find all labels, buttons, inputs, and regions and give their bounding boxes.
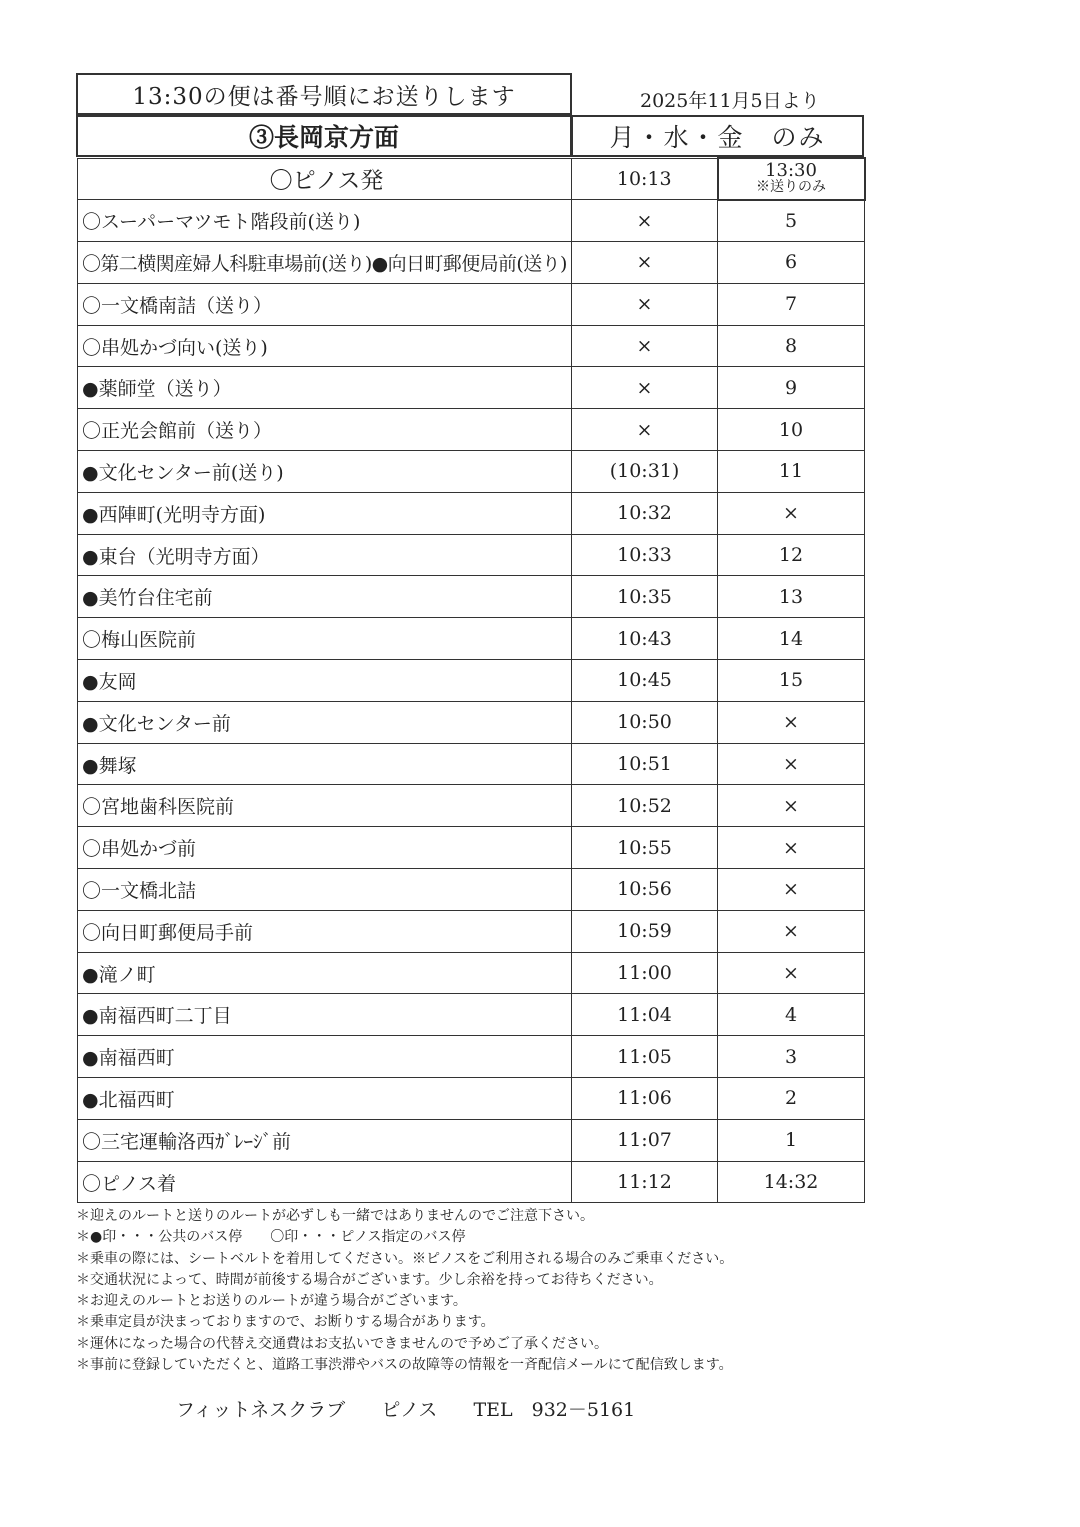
stop-name: ●西陣町(光明寺方面): [78, 492, 572, 534]
footer-name: ピノス: [381, 1399, 438, 1421]
stop-row: [78, 785, 865, 827]
stop-time-2: 4: [718, 994, 865, 1036]
stop-time-1: 10:32: [572, 492, 718, 534]
stop-row: [78, 994, 865, 1036]
stop-name: 〇梅山医院前: [78, 618, 572, 660]
stop-time-2: ×: [718, 785, 865, 827]
stop-row: [78, 952, 865, 994]
note-line: ＊迎えのルートと送りのルートが必ずしも一緒ではありませんのでご注意下さい。: [76, 1208, 594, 1224]
stop-row: [78, 660, 865, 702]
note-line: ＊お迎えのルートとお送りのルートが違う場合がございます。: [76, 1293, 467, 1310]
stop-time-1: 10:33: [572, 534, 718, 576]
schedule-table: [77, 157, 866, 1203]
stop-name: 〇ピノス着: [78, 1161, 572, 1203]
stop-time-1: ×: [572, 325, 718, 367]
departure-row: [78, 158, 865, 200]
stop-time-2: 10: [718, 409, 865, 451]
stop-time-2: 9: [718, 367, 865, 409]
stop-time-1: 10:59: [572, 910, 718, 952]
stop-time-2: 13: [718, 576, 865, 618]
stop-time-1: 10:35: [572, 576, 718, 618]
stop-name: ●滝ノ町: [78, 952, 572, 994]
stop-name: ●文化センター前(送り): [78, 451, 572, 493]
stop-row: [78, 618, 865, 660]
stop-name: ●東台（光明寺方面）: [78, 534, 572, 576]
stop-time-2: ×: [718, 827, 865, 869]
stop-time-1: 11:04: [572, 994, 718, 1036]
stop-row: [78, 1119, 865, 1161]
stop-time-1: 11:07: [572, 1119, 718, 1161]
note-line: ＊乗車の際には、シートベルトを着用してください。※ピノスをご利用される場合のみご乗車ください。: [76, 1250, 734, 1267]
stop-name: ●南福西町二丁目: [78, 994, 572, 1036]
departure-time-2: 13:30: [765, 160, 817, 182]
stop-time-2: ×: [718, 869, 865, 911]
stop-row: [78, 827, 865, 869]
stop-time-1: ×: [572, 283, 718, 325]
stop-name: 〇宮地歯科医院前: [78, 785, 572, 827]
note-line: ＊●印・・・公共のバス停 〇印・・・ピノス指定のバス停: [76, 1229, 466, 1246]
note-line: ＊乗車定員が決まっておりますので、お断りする場合があります。: [76, 1314, 495, 1331]
stop-name: ●北福西町: [78, 1078, 572, 1120]
stop-row: [78, 534, 865, 576]
stop-row: [78, 200, 865, 242]
stop-time-1: 10:51: [572, 743, 718, 785]
footer-tel: TEL 932－5161: [473, 1399, 636, 1421]
stop-row: [78, 743, 865, 785]
stop-time-1: 11:00: [572, 952, 718, 994]
stop-time-1: 10:55: [572, 827, 718, 869]
stop-row: [78, 409, 865, 451]
stop-name: 〇串処かづ前: [78, 827, 572, 869]
stop-row: [78, 1036, 865, 1078]
stop-name: ●薬師堂（送り）: [78, 367, 572, 409]
stop-name: 〇一文橋北詰: [78, 869, 572, 911]
operating-days: 月・水・金 のみ: [571, 115, 864, 157]
stop-row: [78, 492, 865, 534]
stop-time-1: 10:52: [572, 785, 718, 827]
stop-time-2: 2: [718, 1078, 865, 1120]
start-date: 2025年11月5日より: [640, 90, 820, 112]
stop-name: 〇一文橋南詰（送り）: [78, 283, 572, 325]
footer: [176, 1395, 665, 1422]
stop-row: [78, 869, 865, 911]
stop-time-2: 1: [718, 1119, 865, 1161]
stop-name: ●舞塚: [78, 743, 572, 785]
departure-time-1: 10:13: [572, 158, 718, 200]
stop-name: ●南福西町: [78, 1036, 572, 1078]
note-line: ＊運休になった場合の代替え交通費はお支払いできませんので予めご了承ください。: [76, 1335, 608, 1352]
stop-name: 〇スーパーマツモト階段前(送り): [78, 200, 572, 242]
stop-row: [78, 283, 865, 325]
stop-row: [78, 910, 865, 952]
stop-time-2: 8: [718, 325, 865, 367]
stop-time-1: 11:12: [572, 1161, 718, 1203]
stop-time-2: 5: [718, 200, 865, 242]
stop-time-1: 10:56: [572, 869, 718, 911]
stop-time-2: 15: [718, 660, 865, 702]
stop-name: ●文化センター前: [78, 701, 572, 743]
stop-time-1: ×: [572, 367, 718, 409]
stop-time-2: 7: [718, 283, 865, 325]
stop-name: ●美竹台住宅前: [78, 576, 572, 618]
stop-name: ●友岡: [78, 660, 572, 702]
stop-name: 〇三宅運輸洛西ｶﾞﾚｰｼﾞ前: [78, 1119, 572, 1161]
stop-time-1: 10:45: [572, 660, 718, 702]
stop-time-2: ×: [718, 743, 865, 785]
stop-time-2: 14: [718, 618, 865, 660]
stop-time-2: 6: [718, 242, 865, 284]
note-line: ＊事前に登録していただくと、道路工事渋滞やバスの故障等の情報を一斉配信メールにて配信致します。: [76, 1357, 733, 1374]
stop-time-2: 14:32: [718, 1161, 865, 1203]
stop-row: [78, 576, 865, 618]
stop-name: 〇向日町郵便局手前: [78, 910, 572, 952]
stop-time-1: (10:31): [572, 451, 718, 493]
notes-section: [76, 1206, 733, 1376]
stop-row: [78, 701, 865, 743]
stop-time-1: ×: [572, 200, 718, 242]
stop-name: 〇第二横関産婦人科駐車場前(送り)●向日町郵便局前(送り): [78, 242, 572, 284]
route-title: ③長岡京方面: [76, 115, 572, 157]
stop-row: [78, 1161, 865, 1203]
stop-row: [78, 1078, 865, 1120]
stop-time-2: ×: [718, 952, 865, 994]
stop-time-1: 11:05: [572, 1036, 718, 1078]
stop-time-2: 11: [718, 451, 865, 493]
schedule-notice: 13:30の便は番号順にお送りします: [76, 73, 572, 115]
stop-time-1: 11:06: [572, 1078, 718, 1120]
departure-time-2-cell: [718, 158, 865, 200]
stop-time-1: 10:50: [572, 701, 718, 743]
stop-time-2: 12: [718, 534, 865, 576]
footer-club: フィットネスクラブ: [176, 1399, 346, 1421]
stop-row: [78, 325, 865, 367]
note-line: ＊交通状況によって、時間が前後する場合がございます。少し余裕を持ってお待ちください。: [76, 1271, 663, 1288]
stop-time-2: ×: [718, 492, 865, 534]
stop-time-2: ×: [718, 910, 865, 952]
stop-time-2: ×: [718, 701, 865, 743]
stop-row: [78, 242, 865, 284]
stop-name: 〇串処かづ向い(送り): [78, 325, 572, 367]
departure-time-2-note: ※送りのみ: [756, 179, 826, 196]
stop-time-1: ×: [572, 409, 718, 451]
stop-time-2: 3: [718, 1036, 865, 1078]
departure-label: 〇ピノス発: [78, 158, 572, 200]
stop-row: [78, 451, 865, 493]
stop-row: [78, 367, 865, 409]
stop-time-1: ×: [572, 242, 718, 284]
stop-name: 〇正光会館前（送り）: [78, 409, 572, 451]
stop-time-1: 10:43: [572, 618, 718, 660]
